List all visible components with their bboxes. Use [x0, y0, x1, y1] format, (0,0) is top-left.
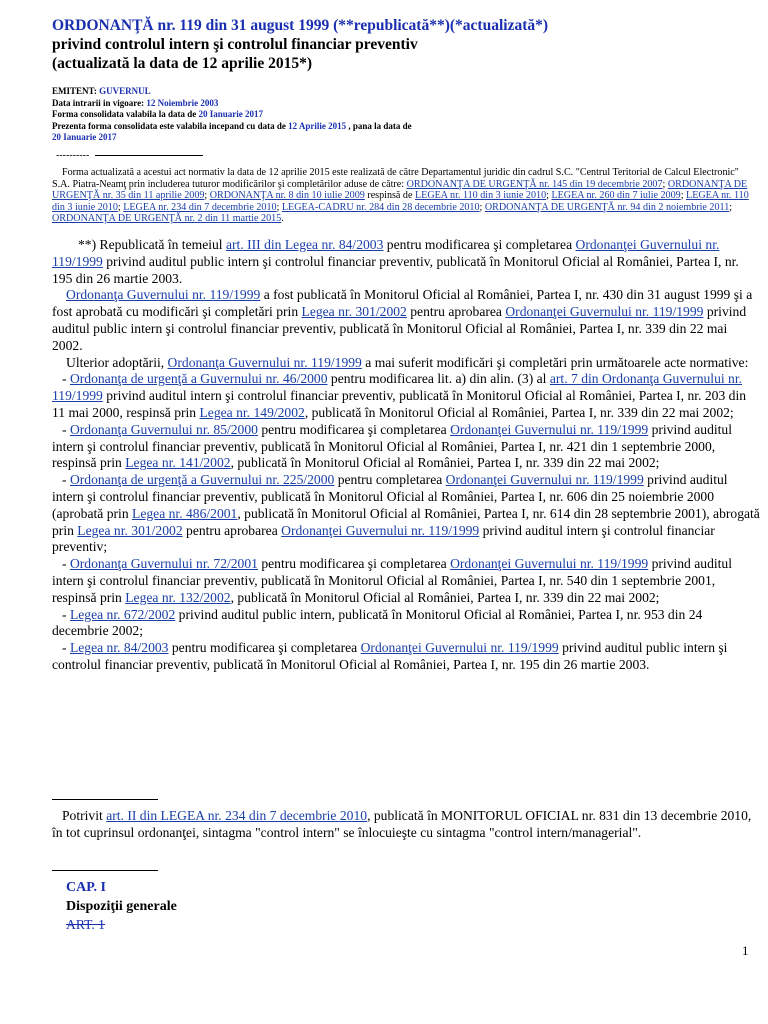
text: Ulterior adoptării,	[66, 354, 168, 370]
note-end: .	[281, 213, 284, 225]
forma-label: Forma consolidata valabila la data de	[52, 109, 199, 119]
note-sep: ;	[680, 190, 687, 202]
list-item	[52, 472, 760, 556]
note-link[interactable]: LEGEA nr. 234 din 7 decembrie 2010	[123, 201, 277, 213]
law-link[interactable]: art. II din LEGEA nr. 234 din 7 decembrie 2010	[106, 808, 368, 823]
title-line-3: (actualizată la data de 12 aprilie 2015*)	[52, 55, 313, 72]
consolidation-note	[52, 167, 752, 225]
footnote-rule-bottom	[52, 870, 158, 871]
law-link[interactable]: Ordonanţei Guvernului nr. 119/1999	[445, 472, 644, 488]
text: Potrivit	[62, 808, 107, 823]
separator	[56, 150, 203, 161]
note-text: respinsă de	[364, 190, 415, 202]
law-link[interactable]: Ordonanţa Guvernului nr. 85/2000	[69, 421, 258, 437]
law-link[interactable]: Ordonanţa Guvernului nr. 72/2001	[69, 556, 258, 572]
note-text: Forma actualizată a acestui act normativ la data de 12 aprilie 2015 este realizată de către Departamentul juridic din cadrul S.C. "Centrul Teritorial de Calcul Electronic" S.A. Piatra-Neamţ prin includerea tuturor modificărilor şi completărilor aduse de către:	[52, 167, 739, 190]
note-link[interactable]: ORDONANŢA DE URGENŢĂ nr. 2 din 11 martie 2015	[52, 213, 282, 225]
text: , publicată în Monitorul Oficial al României, Partea I, nr. 339 din 22 mai 2002;	[304, 404, 734, 420]
text: privind auditul intern şi controlul financiar preventiv, publicată în Monitorul Oficial al României, Partea I, nr. 540 din 1 septembrie 2001, respinsă prin	[52, 556, 732, 605]
note-link[interactable]: LEGEA-CADRU nr. 284 din 28 decembrie 2010	[281, 201, 480, 213]
note-link[interactable]: LEGEA nr. 110 din 3 iunie 2010	[52, 190, 749, 213]
list-item	[52, 371, 760, 421]
law-link[interactable]: Ordonanţei Guvernului nr. 119/1999	[450, 421, 649, 437]
text: privind auditul public intern şi controlul financiar preventiv, publicată în Monitorul Oficial al României, Partea I, nr. 195 din 26 martie 2003.	[52, 253, 739, 286]
law-link[interactable]: Ordonanţa de urgenţă a Guvernului nr. 225/2000	[69, 472, 335, 488]
list-item	[52, 607, 760, 641]
text: pentru modificarea lit. a) din alin. (3) al	[327, 371, 550, 387]
law-link[interactable]: Legea nr. 672/2002	[69, 606, 176, 622]
law-link[interactable]: Ordonanţei Guvernului nr. 119/1999	[505, 304, 704, 320]
text: , publicată în MONITORUL OFICIAL nr. 831 din 13 decembrie 2010, în tot cuprinsul ordonanţei, sintagma "control intern" se înlocuieşte cu sintagma "control intern/managerial".	[52, 808, 752, 840]
text: privind auditul public intern şi controlul financiar preventiv, publicată în Monitorul Oficial al României, Partea I, nr. 195 din 26 martie 2003.	[52, 640, 728, 672]
text: **) Republicată în temeiul	[78, 237, 226, 252]
text: a mai suferit modificări şi completări prin următoarele acte normative:	[361, 354, 749, 370]
paragraph-publicare	[52, 287, 760, 354]
law-link[interactable]: Ordonanţa Guvernului nr. 119/1999	[66, 287, 261, 303]
page-number: 1	[742, 943, 749, 958]
document-body	[52, 237, 760, 674]
note-sep: ;	[662, 178, 668, 190]
prezenta-mid: , pana la data de	[346, 120, 412, 131]
note-link[interactable]: LEGEA nr. 260 din 7 iulie 2009	[551, 190, 681, 202]
note-link[interactable]: LEGEA nr. 110 din 3 iunie 2010	[415, 190, 547, 202]
bullet-dash: -	[62, 371, 70, 387]
bullet-dash: -	[62, 606, 70, 622]
note-sep: ;	[479, 201, 485, 213]
note-link[interactable]: ORDONANŢA DE URGENŢĂ nr. 35 din 11 aprilie 2009	[52, 178, 748, 202]
law-link[interactable]: Legea nr. 301/2002	[301, 304, 407, 320]
law-link[interactable]: Legea nr. 486/2001	[132, 505, 238, 521]
forma-value: 20 Ianuarie 2017	[198, 109, 264, 119]
text: , publicată în Monitorul Oficial al României, Partea I, nr. 339 din 22 mai 2002;	[230, 589, 660, 605]
law-link[interactable]: Legea nr. 149/2002	[199, 404, 305, 420]
title-line-2: privind controlul intern şi controlul financiar preventiv	[52, 36, 418, 53]
note-sep: ;	[117, 201, 124, 213]
law-link[interactable]: Ordonanţei Guvernului nr. 119/1999	[52, 237, 720, 269]
paragraph-republicata	[52, 237, 760, 287]
footnote	[52, 808, 760, 842]
note-sep: ;	[276, 201, 282, 213]
bullet-dash: -	[62, 556, 70, 572]
text: pentru aprobarea	[182, 522, 282, 538]
law-link[interactable]: art. III din Legea nr. 84/2003	[225, 237, 384, 252]
note-link[interactable]: ORDONANŢA DE URGENŢĂ nr. 94 din 2 noiembrie 2011	[484, 201, 730, 213]
text: , publicată în Monitorul Oficial al României, Partea I, nr. 339 din 22 mai 2002;	[230, 455, 660, 471]
text: privind auditul public intern, publicată în Monitorul Oficial al României, Partea I, nr. 953 din 24 decembrie 2002;	[52, 606, 703, 639]
note-link[interactable]: ORDONANŢA nr. 8 din 10 iulie 2009	[209, 190, 365, 202]
chapter-heading[interactable]: CAP. I	[66, 880, 106, 895]
text: pentru modificarea şi completarea	[257, 556, 451, 572]
document-title	[52, 16, 752, 73]
intrare-label: Data intrarii in vigoare:	[52, 97, 147, 108]
law-link[interactable]: Ordonanţa de urgenţă a Guvernului nr. 46/2000	[69, 371, 328, 387]
emitent-value: GUVERNUL	[99, 86, 151, 96]
law-link[interactable]: Ordonanţa Guvernului nr. 119/1999	[167, 354, 362, 370]
title-line-1: ORDONANŢĂ nr. 119 din 31 august 1999 (**republicată**)(*actualizată*)	[52, 17, 549, 34]
law-link[interactable]: Legea nr. 301/2002	[77, 522, 183, 538]
prezenta-end: 20 Ianuarie 2017	[52, 132, 117, 142]
list-item	[52, 422, 760, 472]
intrare-value: 12 Noiembrie 2003	[146, 97, 219, 108]
document-metadata	[52, 86, 752, 144]
text: privind auditul intern şi controlul financiar preventiv, publicată în Monitorul Oficial al României, Partea I, nr. 606 din 25 noiembrie 2000 (aprobată prin	[52, 472, 728, 521]
list-item	[52, 640, 760, 674]
prezenta-label: Prezenta forma consolidata este valabila incepand cu data de	[52, 120, 289, 131]
text: privind auditul intern şi controlul financiar preventiv, publicată în Monitorul Oficial al României, Partea I, nr. 421 din 1 septembrie 2000, respinsă prin	[52, 421, 732, 471]
bullet-dash: -	[62, 472, 70, 488]
law-link[interactable]: art. 7 din Ordonanţa Guvernului nr. 119/1999	[52, 371, 743, 404]
note-sep: ;	[204, 190, 210, 202]
law-link[interactable]: Legea nr. 141/2002	[125, 455, 231, 471]
bullet-dash: -	[62, 640, 70, 656]
text: pentru aprobarea	[406, 304, 506, 320]
text: pentru completarea	[334, 472, 446, 488]
text: privind auditul public intern şi controlul financiar preventiv, publicată în Monitorul Oficial al României, Partea I, nr. 339 din 22 mai 2002.	[52, 304, 747, 353]
text: privind auditul intern şi controlul financiar preventiv, publicată în Monitorul Oficial al României, Partea I, nr. 203 din 11 mai 2000, respinsă prin	[52, 388, 747, 420]
separator-dashes: ----------	[56, 150, 90, 161]
law-link[interactable]: Ordonanţei Guvernului nr. 119/1999	[450, 556, 649, 572]
note-sep: ;	[729, 201, 733, 213]
law-link[interactable]: Ordonanţei Guvernului nr. 119/1999	[360, 640, 559, 656]
text: pentru modificarea şi completarea	[168, 640, 361, 656]
text: a fost publicată în Monitorul Oficial al României, Partea I, nr. 430 din 31 august 1999 şi a fost aprobată cu modificări şi completări prin	[52, 287, 753, 320]
emitent-label: EMITENT:	[52, 86, 100, 96]
article-heading[interactable]: ART. 1	[66, 917, 105, 932]
chapter-title: Dispoziţii generale	[66, 899, 177, 914]
note-sep: ;	[546, 190, 552, 202]
bullet-dash: -	[62, 421, 70, 437]
list-item	[52, 556, 760, 606]
text: pentru modificarea şi completarea	[257, 421, 451, 437]
text: pentru modificarea şi completarea	[383, 237, 576, 252]
prezenta-value: 12 Aprilie 2015	[288, 120, 347, 131]
law-link[interactable]: Legea nr. 132/2002	[125, 589, 231, 605]
law-link[interactable]: Ordonanţei Guvernului nr. 119/1999	[281, 522, 480, 538]
footnote-rule-top	[52, 799, 158, 800]
note-link[interactable]: ORDONANŢA DE URGENŢĂ nr. 145 din 19 decembrie 2007	[406, 178, 663, 190]
law-link[interactable]: Legea nr. 84/2003	[69, 640, 169, 656]
text: , publicată în Monitorul Oficial al României, Partea I, nr. 614 din 28 septembrie 2001), abrogată prin	[52, 505, 760, 538]
text: privind auditul intern şi controlul financiar preventiv;	[52, 522, 715, 555]
separator-line	[95, 155, 203, 156]
paragraph-ulterior	[52, 355, 760, 372]
